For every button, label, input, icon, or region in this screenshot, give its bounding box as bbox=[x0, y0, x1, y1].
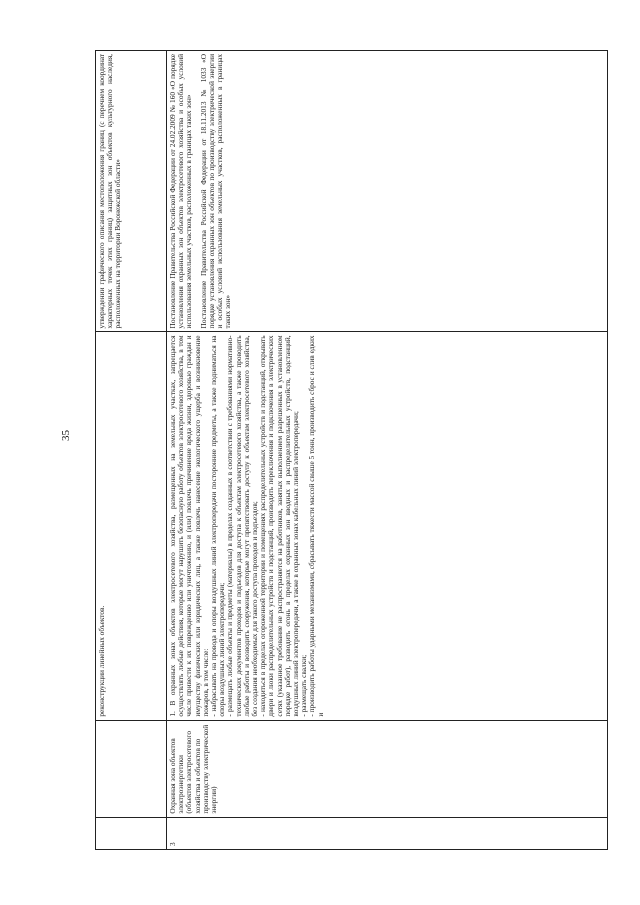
legal-acts-cell bbox=[167, 51, 608, 332]
restriction-paragraph: - производить работы ударными механизмами, сбрасывать тяжести массой свыше 5 тонн, производить сброс и слив едких и bbox=[307, 335, 325, 717]
row-number: 3 bbox=[167, 817, 608, 849]
table-row-continuation bbox=[96, 51, 167, 850]
page-number: 35 bbox=[60, 430, 72, 441]
rotated-page-content bbox=[95, 50, 605, 850]
restriction-paragraph: 1. В охранных зонах объектов электросетевого хозяйства, размещенных на земельных участках, запрещается осуществлять любые действия, которые могут нарушить безопасную работу объектов электросетевого хозяйства, в том числе привести к их повреждению или уничтожению, и (или) повлечь причинение вреда жизни, здоровью граждан и имуществу физических или юридических лиц, а также повлечь нанесение экологического ущерба и возникновение пожаров, в том числе: bbox=[168, 335, 210, 717]
table-row-3 bbox=[167, 51, 608, 850]
zones-table bbox=[95, 50, 608, 850]
restriction-paragraph: - находиться в пределах огороженной территории и помещениях распределительных устройств и подстанций, открывать двери и люки распределительных устройств и подстанций, производить переключения и подключения в электрических сетях (указанное требование не распространяется на работников, занятых выполнением разрешенных в установленном порядке работ), разводить огонь в пределах охранных зон вводных и распределительных устройств, подстанций, воздушных линий электропередачи, а также в охранных зонах кабельных линий электропередачи; bbox=[258, 335, 301, 717]
restriction-paragraph: - размещать свалки; bbox=[299, 654, 309, 717]
restrictions-cell bbox=[167, 332, 608, 720]
cell-zone-empty bbox=[96, 720, 167, 817]
legal-act-paragraph: Постановление Правительства Российской Федерации от 24.02.2009 № 160 «О порядке установления охранных зон объектов электросетевого хозяйства и особых условий использования земельных участков, расположенных в границах таких зон» bbox=[168, 54, 194, 329]
zone-name: Охранная зона объектов электроэнергетики (объектов электросетевого хозяйства и объектов по производству электрической энергии) bbox=[167, 720, 608, 817]
cell-restrictions-continued: реконструкции линейных объектов. bbox=[96, 332, 167, 720]
legal-act-paragraph: Постановление Правительства Российской Федерации от 18.11.2013 № 1033 «О порядке установления охранных зон объектов по производству электрической энергии и особых условий использования земельных участков, расположенных в границах таких зон» bbox=[198, 54, 233, 329]
cell-number-empty bbox=[96, 817, 167, 849]
restriction-paragraph: - набрасывать на провода и опоры воздушных линий электропередачи посторонние предметы, а также подниматься на опоры воздушных линий электропередачи; bbox=[209, 335, 227, 717]
restriction-paragraph: - размещать любые объекты и предметы (материалы) в пределах созданных в соответствии с требованиями нормативно-технических документов проходов и подъездов для доступа к объектам электросетевого хозяйства, а также проводить любые работы и возводить сооружения, которые могут препятствовать доступу к объектам электросетевого хозяйства, без создания необходимых для такого доступа проходов и подъездов; bbox=[225, 335, 260, 717]
cell-legal-continued: утверждении графического описания местоположения границ (с перечнем координат характерных точек этих границ) защитных зон объектов культурного наследия, расположенных на территории Воронежской области» bbox=[96, 51, 167, 332]
